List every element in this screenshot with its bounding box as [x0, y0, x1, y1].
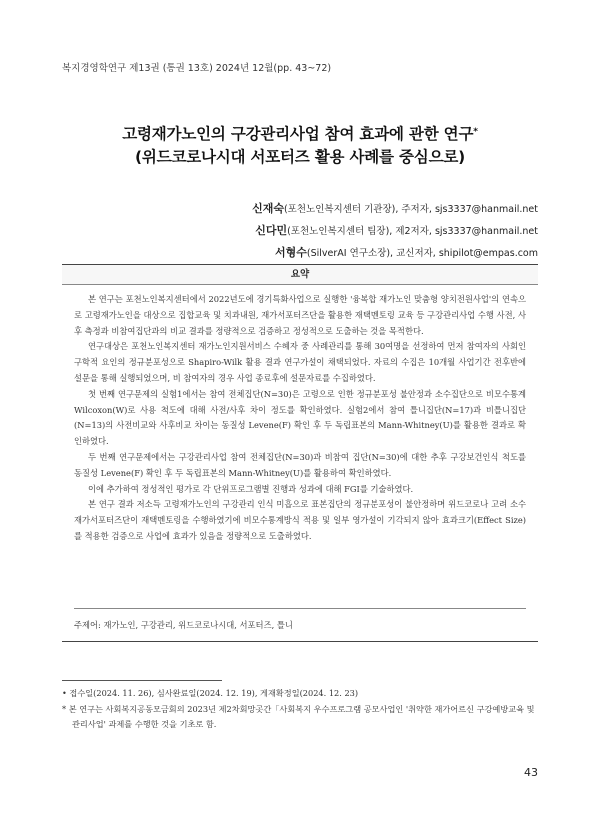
- abstract-heading: 요약: [62, 265, 538, 285]
- author-affiliation: (SilverAI 연구소장), 교신저자, shipilot@empas.com: [306, 248, 538, 259]
- title-footnote-mark: *: [473, 127, 478, 137]
- keywords-row: [74, 608, 526, 641]
- footnotes: [62, 686, 538, 733]
- footnote-dates: • 접수일(2024. 11. 26), 심사완료일(2024. 12. 19), 게재확정일(2024. 12. 23): [62, 688, 359, 698]
- article-title-text: 고령재가노인의 구강관리사업 참여 효과에 관한 연구: [122, 125, 474, 143]
- author-name: 신재숙: [252, 202, 284, 215]
- author-name: 서형수: [275, 246, 307, 259]
- page-number: 43: [524, 766, 538, 779]
- article-subtitle: (위드코로나시대 서포터즈 활용 사례를 중심으로): [134, 148, 465, 166]
- abstract-paragraph: 본 연구 결과 저소득 고령재가노인의 구강관리 인식 미흡으로 표본집단의 정규분포성이 불안정하며 위드코로나 고려 소수 재가서포터즈단이 재택멘토링을 수행하였기에 비모수통계방식 적용 및 일부 영가설이 기각되지 않아 효과크기(Effect Size)를 적용한 검증으로 사업에 효과가 있음을 정량적으로 도출하였다.: [74, 499, 526, 541]
- abstract-body: [62, 285, 538, 545]
- abstract-paragraph: 연구대상은 포천노인복지센터 재가노인지원서비스 수혜자 중 사례관리를 통해 30여명을 선정하여 먼저 참여자의 사회인구학적 요인의 정규분포성으로 Shapiro-Wilk 활용 결과 연구가설이 채택되었다. 자료의 수집은 10개월 사업기간 전후반에 설문을 통해 실행되었으며, 비 참여자의 경우 사업 종료후에 설문자료를 수집하였다.: [74, 341, 526, 383]
- abstract-paragraph: 이에 추가하여 정성적인 평가로 각 단위프로그램별 진행과 성과에 대해 FGI를 기술하였다.: [88, 483, 414, 494]
- footnote-funding: * 본 연구는 사회복지공동모금회의 2023년 제2차회망곳간「사회복지 우수프로그램 공모사업인 '취약한 재가어르신 구강예방교육 및 관리사업' 과제를 수행한 것을 기초로 함.: [62, 703, 535, 729]
- article-title: [0, 123, 600, 146]
- abstract-box: [62, 264, 538, 642]
- author-entry: [252, 242, 538, 264]
- author-list: [252, 198, 538, 264]
- author-entry: [252, 198, 538, 220]
- footnote-divider: [62, 680, 222, 681]
- abstract-paragraph: 첫 번째 연구문제의 실험1에서는 참여 전체집단(N=30)은 고령으로 인한 정규분포성 불안정과 소수집단으로 비모수통계 Wilcoxon(W)로 사용 척도에 대해 사전/사후 차이 정도를 확인하였다. 실험2에서 참여 틀니집단(N=17)과 비틀니집단(N=13)의 사전비교와 사후비교 차이는 동질성 Levene(F) 확인 후 두 독립표본의 Mann-Whitney(U)를 활용한 결과로 확인하였다.: [74, 388, 526, 447]
- author-affiliation: (포천노인복지센터 팀장), 제2저자, sjs3337@hanmail.net: [287, 226, 538, 237]
- author-name: 신다민: [255, 224, 288, 237]
- keywords-label: 주제어:: [74, 620, 104, 630]
- author-affiliation: (포천노인복지센터 기관장), 주저자, sjs3337@hanmail.net: [283, 204, 538, 215]
- article-title-block: [0, 123, 600, 169]
- abstract-paragraph: 본 연구는 포천노인복지센터에서 2022년도에 경기특화사업으로 실행한 '융복합 재가노인 맞춤형 양치전원사업'의 연속으로 고령재가노인을 대상으로 집합교육 및 치과내원, 재가서포터즈단을 활용한 재택멘토링 교육 등 구강관리사업 수행 사전, 사후 측정과 비참여집단과의 비교 결과를 정량적으로 검증하고 정성적으로 도출하는 것을 목적한다.: [74, 294, 526, 336]
- author-entry: [252, 220, 538, 242]
- keywords-list: 재가노인, 구강관리, 위드코로나시대, 서포터즈, 틀니: [103, 620, 293, 630]
- abstract-paragraph: 두 번째 연구문제에서는 구강관리사업 참여 전체집단(N=30)과 비참여 집단(N=30)에 대한 추후 구강보건인식 척도를 동질성 Levene(F) 확인 후 두 독립표본의 Mann-Whitney(U)를 활용하여 확인하였다.: [74, 451, 526, 478]
- journal-header: 복지경영학연구 제13권 (통권 13호) 2024년 12월(pp. 43~72): [62, 63, 332, 74]
